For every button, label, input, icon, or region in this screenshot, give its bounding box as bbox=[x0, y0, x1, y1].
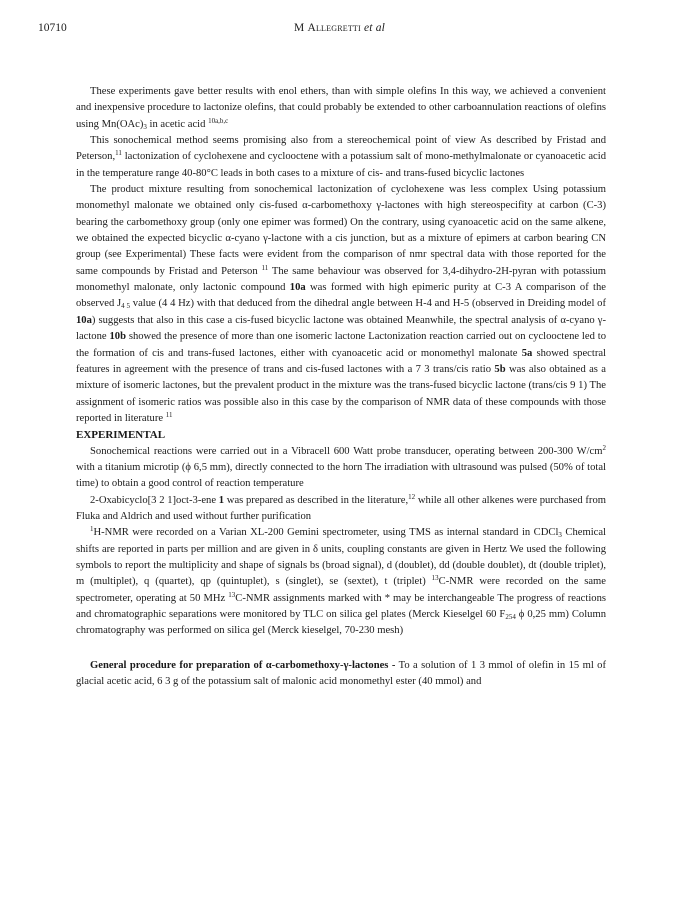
reference-marker: 11 bbox=[115, 149, 122, 158]
paragraph-materials: 2-Oxabicyclo[3 2 1]oct-3-ene 1 was prepared as described in the literature,$^{12}$ while all other alkenes were purchased from Fluka and Aldrich and used without further purification bbox=[76, 492, 606, 522]
section-gap bbox=[76, 640, 606, 658]
author-running-title bbox=[38, 22, 641, 34]
paragraph-stereochemistry: This sonochemical method seems promising also from a stereochemical point of view As described by Fristad and Peterson,$^{11}$ lactonization of cyclohexene and cyclooctene with a potassium salt of mono-methylmalonate or cyanoacetic acid in the temperature range 40-80°C leads in both cases to a mixture of cis- and trans-fused bicyclic lactones bbox=[76, 135, 606, 179]
paragraph-intro: These experiments gave better results with enol ethers, than with simple olefins In this way, we achieved a convenient and inexpensive procedure to lactonize olefins, that could probably be extended to other carboannulation reactions of olefins using $Mn(OAc)_3$ in acetic acid $^{10a,b,c}$ bbox=[76, 86, 606, 131]
author-surname: Allegretti bbox=[307, 22, 361, 34]
section-heading-experimental: EXPERIMENTAL bbox=[76, 429, 166, 442]
page-number: 10710 bbox=[38, 22, 67, 34]
paragraph-general-procedure: General procedure for preparation of α-carbomethoxy-γ-lactones - To a solution of 1 3 mmol of olefin in 15 ml of glacial acetic acid, 6 3 g of the potassium salt of malonic acid monomethyl ester (40 mmol) and bbox=[76, 659, 606, 688]
reference-marker: 10a,b,c bbox=[208, 116, 229, 125]
paragraph-sonochemical-setup: Sonochemical reactions were carried out in a Vibracell 600 Watt probe transducer, operating between 200-300 $W/cm^2$ with a titanium microtip (ϕ 6,5 mm), directly connected to the horn The irradiation with ultrasound was pulsed (50% of total time) to obtain a good control of reaction temperature bbox=[76, 443, 606, 490]
running-head bbox=[38, 22, 641, 38]
paragraph-product-mixture: The product mixture resulting from sonochemical lactonization of cyclohexene was less complex Using potassium monomethyl malonate we obtained only cis-fused α-carbomethoxy γ-lactones with high stereospecifity at carbon (C-3) bearing the carbomethoxy group (only one epimer was formed) On the contrary, using cyanoacetic acid on the same alkene, we obtained the expected bicyclic α-cyano γ-lactone with a cis junction, but as a mixture of epimers at carbon bearing CN group (see Experimental) These facts were evident from the comparison of nmr spectral data with those reported for the same compounds by Fristad and Peterson $^{11}$ The same behaviour was observed for 3,4-dihydro-2H-pyran with potassium monomethyl malonate, only lactonic compound 10a was formed with high epimeric purity at C-3 A comparison of the observed $J_{4 5}$ value (4 4 Hz) with that deduced from the dihedral angle between H-4 and H-5 (observed in Dreiding model of 10a) suggests that also in this case a cis-fused bicyclic lactone was obtained Meanwhile, the spectral analysis of α-cyano γ-lactone 10b showed the presence of more than one isomeric lactone Lactonization reaction carried out on cyclooctene led to the formation of cis and trans-fused lactones, either with cyanoacetic acid or monomethyl malonate 5a showed spectral features in agreement with the presence of trans and cis-fused lactones with a 7 3 trans/cis ratio 5b was also obtained as a mixture of isomeric lactones, but the prevalent product in the mixture was the trans-fused bicyclic lactone (trans/cis 9 1) The assignment of isomeric ratios was possible also in this case by the comparison of NMR data of these compounds with those reported in literature $^{11}$ bbox=[76, 184, 607, 424]
author-etal: et al bbox=[363, 22, 386, 34]
paragraph-nmr-methods: $^1$H-NMR were recorded on a Varian XL-200 Gemini spectrometer, using TMS as internal standard in CDCl$_3$ Chemical shifts are reported in parts per million and are given in δ units, coupling constants are given in Hertz We used the following symbols to report the multiplicity and shape of signals bs (broad signal), d (doublet), dd (double doublet), dt (double triplet), m (multiplet), q (quartet), qp (quintuplet), s (singlet), se (sextet), t (triplet) $^{13}$C-NMR were recorded on the same spectrometer, operating at 50 MHz $^{13}$C-NMR assignments marked with * may be interchangeable The progress of reactions and chromatographic separations were monitored by TLC on silica gel plates (Merck Kieselgel 60 $F_{254}$ ϕ 0,25 mm) Column chromatography was performed on silica gel (Merck kieselgel, 70-230 mesh) bbox=[76, 525, 607, 637]
procedure-title: General procedure for preparation of α-carbomethoxy-γ-lactones - bbox=[90, 659, 396, 671]
compound-label: 10a bbox=[289, 282, 306, 294]
author-initial: M bbox=[293, 22, 305, 34]
body-text bbox=[76, 84, 606, 690]
